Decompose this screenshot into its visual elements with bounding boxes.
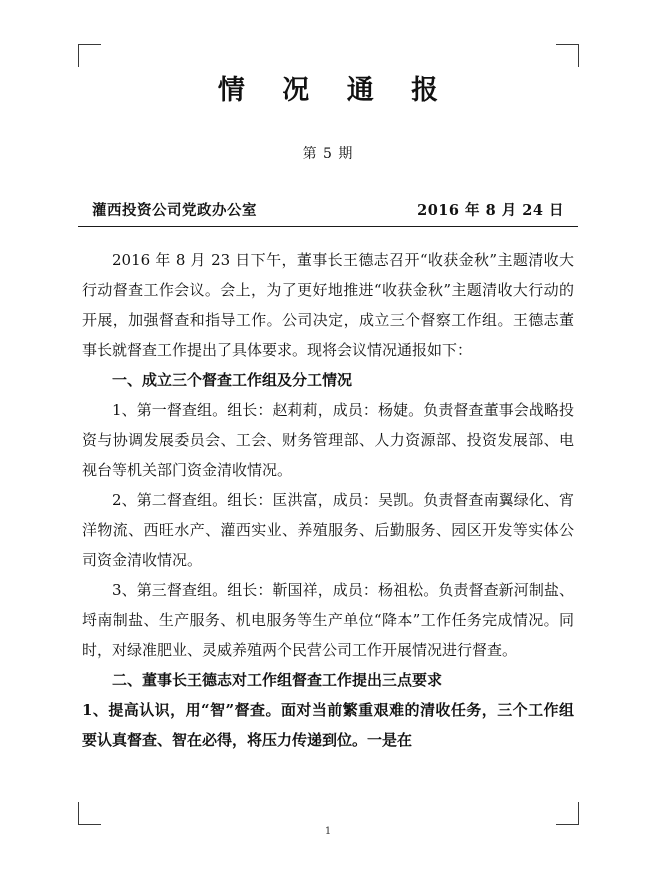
section-heading-two: 二、董事长王德志对工作组督查工作提出三点要求: [112, 671, 443, 689]
page-number: 1: [324, 826, 332, 837]
issue-date: 2016 年 8 月 24 日: [417, 202, 564, 219]
document-header: [78, 199, 578, 227]
paragraph-group-two: 2、第二督查组。组长：匡洪富，成员：吴凯。负责督查南翼绿化、宵洋物流、西旺水产、灌西实业、养殖服务、后勤服务、园区开发等实体公司资金清收情况。: [82, 491, 574, 569]
document-body: [78, 245, 578, 755]
document-content: [78, 44, 578, 824]
issue-number: 第 5 期: [302, 146, 354, 162]
issuing-office: 灌西投资公司党政办公室: [92, 202, 257, 219]
paragraph-requirement-one: 1、提高认识，用“智”督查。面对当前繁重艰难的清收任务，三个工作组要认真督查、智在必得，将压力传递到位。一是在: [82, 701, 574, 749]
paragraph-intro: 2016 年 8 月 23 日下午，董事长王德志召开“收获金秋”主题清收大行动督查工作会议。会上，为了更好地推进“收获金秋”主题清收大行动的开展，加强督查和指导工作。公司决定，成立三个督察工作组。王德志董事长就督查工作提出了具体要求。现将会议情况通报如下：: [82, 251, 574, 359]
section-heading-one: 一、成立三个督查工作组及分工情况: [112, 371, 353, 389]
page-title: 情 况 通 报: [217, 75, 453, 106]
paragraph-group-three: 3、第三督查组。组长：靳国祥，成员：杨祖松。负责督查新河制盐、埒南制盐、生产服务、机电服务等生产单位“降本”工作任务完成情况。同时，对绿准肥业、灵威养殖两个民营公司工作开展情况进行督查。: [82, 581, 574, 659]
paragraph-group-one: 1、第一督查组。组长：赵莉莉，成员：杨婕。负责督查董事会战略投资与协调发展委员会、工会、财务管理部、人力资源部、投资发展部、电视台等机关部门资金清收情况。: [82, 401, 574, 479]
